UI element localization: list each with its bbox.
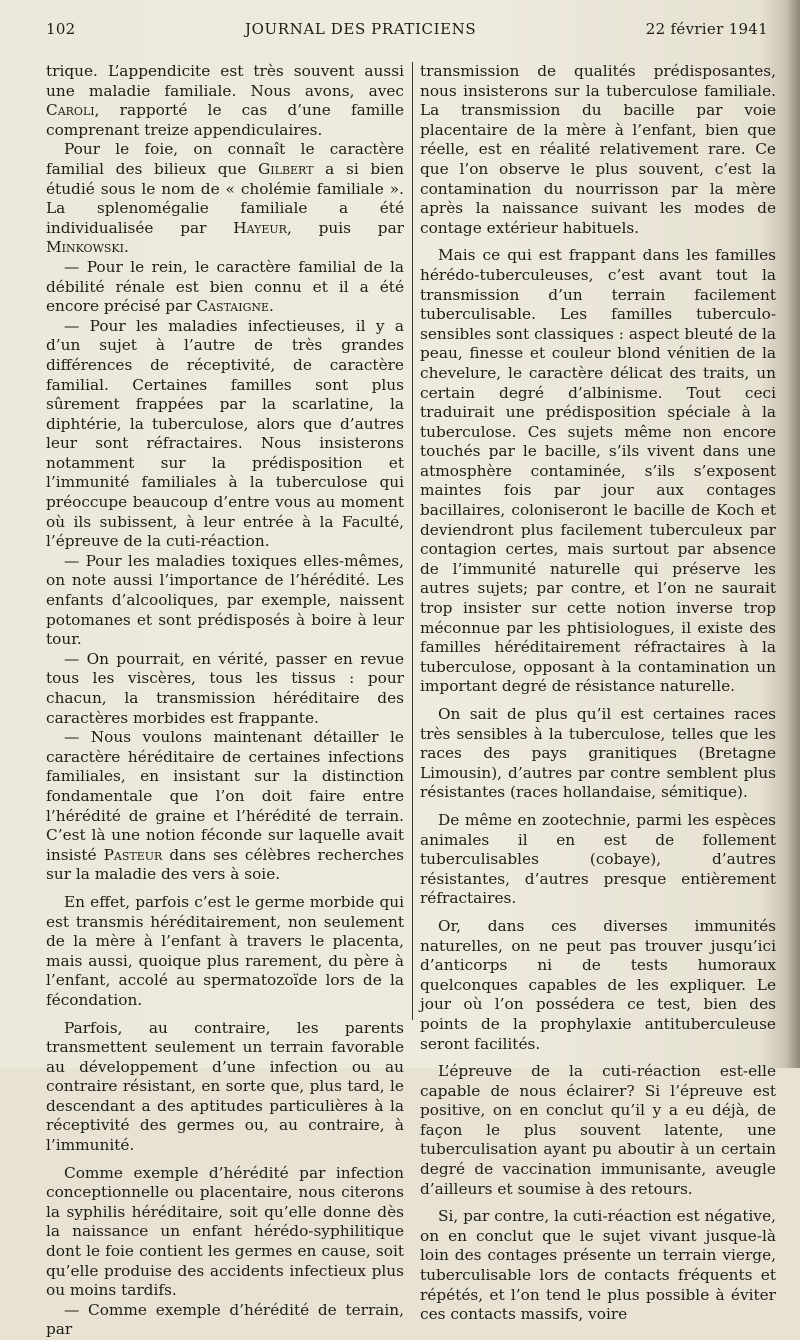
paragraph-text: trique. L’appendicite est très souvent aussi une maladie familiale. Nous avons, avec [46,62,404,100]
page-number: 102 [46,20,76,38]
paragraph [46,893,404,1011]
paragraph [420,811,776,909]
author-name: Gilbert [258,159,314,178]
paragraph-text: Parfois, au contraire, les parents transmettent seulement un terrain favorable au développement d’une infection ou au contraire résistant, en sorte que, plus tard, le descendant a des aptitudes particulières à la réceptivité des germes ou, au contraire, à l’immunité. [46,1018,404,1155]
paragraph-text: — Comme exemple d’hérédité de terrain, par [46,1300,404,1339]
paragraph-text: a si bien étudié sous le nom de « cholémie familiale ». La splenomégalie familiale a été individualisée par [46,159,404,237]
paragraph-text: L’épreuve de la cuti-réaction est-elle capable de nous éclairer? Si l’épreuve est positive, on en conclut qu’il y a eu déjà, de façon le plus souvent latente, une tuberculisation ayant pu aboutir à un certain degré de vaccination immunisante, aveugle d’ailleurs et soumise à des retours. [420,1062,776,1198]
paragraph [420,705,776,803]
paragraph-text: En effet, parfois c’est le germe morbide qui est transmis héréditairement, non seulement de la mère à l’enfant à travers le placenta, mais aussi, quoique plus rarement, du père à l’enfant, accolé au spermatozoïde lors de la fécondation. [46,892,404,1009]
paragraph-text: , puis par [286,218,404,237]
paragraph-text: — Pour le rein, le caractère familial de la débilité rénale est bien connu et il a été encore précisé par [46,257,404,316]
page-edge-shadow [786,0,800,1068]
paragraph [46,140,404,258]
paragraph-text: , rapporté le cas d’une famille comprenant treize appendiculaires. [46,101,404,139]
paragraph-text: Comme exemple d’hérédité par infection conceptionnelle ou placentaire, nous citerons la syphilis héréditaire, soit qu’elle donne dès la naissance un enfant hérédo-syphilitique dont le foie contient les germes en cause, soit qu’elle produise des accidents infectieux plus ou moins tardifs. [46,1163,404,1300]
page-header [46,20,768,38]
paragraph-text: On sait de plus qu’il est certaines races très sensibles à la tuberculose, telles que les races des pays granitiques (Bretagne Limousin), d’autres par contre semblent plus résistantes (races hollandaise, sémitique). [420,705,776,802]
paragraph [46,1301,404,1340]
paragraph-text: — Pour les maladies infectieuses, il y a d’un sujet à l’autre de très grandes différences de réceptivité, de caractère familial. Certaines familles sont plus sûrement frappées par la scarlatine, la diphtérie, la tuberculose, alors que d’autres leur sont réfractaires. Nous insisterons notamment sur la prédisposition et l’immunité familiales à la tuberculose qui préoccupe beaucoup d’entre vous au moment où ils subissent, à leur entrée à la Faculté, l’épreuve de la cuti-réaction. [46,316,404,551]
paragraph-text: . [123,238,129,257]
author-name: Castaigne [196,297,270,316]
paragraph [420,1207,776,1325]
paragraph-text: — Pour les maladies toxiques elles-mêmes, on note aussi l’importance de l’hérédité. Les enfants d’alcooliques, par exemple, naissent potomanes et sont prédisposés à boire à leur tour. [46,551,404,649]
journal-title: JOURNAL DES PRATICIENS [245,20,477,38]
paragraph-text: dans ses célèbres recherches sur la maladie des vers à soie. [46,845,404,884]
left-column [46,62,404,1340]
paragraph-text: Mais ce qui est frappant dans les familles hérédo-tuberculeuses, c’est avant tout la transmission d’un terrain facilement tuberculisable. Les familles tuberculo-sensibles sont classiques : aspect bleuté de la peau, finesse et couleur blond vénitien de la chevelure, le caractère délicat des traits, un certain degré d’albinisme. Tout ceci traduirait une prédisposition spéciale à la tuberculose. Ces sujets même non encore touchés par le bacille, s’ils vivent dans une atmosphère contaminée, s’ils s’exposent maintes fois par jour aux contages bacillaires, coloniseront le bacille de Koch et deviendront plus facilement tuberculeux par contagion certes, mais surtout par absence de l’immunité naturelle qui préserve les autres sujets; par contre, et l’on ne saurait trop insister sur cette notion inverse trop méconnue par les phtisiologues, il existe des familles héréditairement réfractaires à la tuberculose, opposant à la contamination un important degré de résistance naturelle. [420,246,776,696]
author-name: Pasteur [103,845,163,864]
paragraph [46,1164,404,1301]
paragraph [46,62,404,140]
paragraph [420,62,776,238]
author-name: Hayeur [233,218,287,237]
paragraph-text: — On pourrait, en vérité, passer en revue tous les viscères, tous les tissus : pour chacun, la transmission héréditaire des caractères morbides est frappante. [46,649,404,727]
paragraph [46,552,404,650]
issue-date: 22 février 1941 [645,20,768,38]
column-divider [412,62,413,1020]
paragraph-text: Si, par contre, la cuti-réaction est négative, on en conclut que le sujet vivant jusque-là loin des contages présente un terrain vierge, tuberculisable lors de contacts fréquents et répétés, et l’on tend le plus possible à éviter ces contacts massifs, voire [420,1207,776,1324]
paragraph [420,246,776,697]
paragraph [46,1019,404,1156]
right-column [420,62,776,1325]
paragraph-text: — Nous voulons maintenant détailler le caractère héréditaire de certaines infections familiales, en insistant sur la distinction fondamentale que l’on doit faire entre l’hérédité de graine et l’hérédité de terrain. C’est là une notion féconde sur laquelle avait insisté [46,728,404,864]
author-name: Caroli [46,101,95,120]
paragraph-text: Or, dans ces diverses immunités naturelles, on ne peut pas trouver jusqu’ici d’anticorps ni de tests humoraux quelconques capables de les expliquer. Le jour où l’on possédera ce test, bien des points de la prophylaxie antituberculeuse seront facilités. [420,916,776,1053]
paragraph [46,728,404,885]
paragraph-text: De même en zootechnie, parmi les espèces animales il en est de follement tuberculisables (cobaye), d’autres résistantes, d’autres presque entièrement réfractaires. [420,810,776,908]
paragraph [420,917,776,1054]
author-name: Minkowski [46,238,124,257]
paragraph [46,317,404,552]
paragraph [46,650,404,728]
paragraph-text: transmission de qualités prédisposantes, nous insisterons sur la tuberculose familiale. La transmission du bacille par voie placentaire de la mère à l’enfant, bien que réelle, est en réalité relativement rare. Ce que l’on observe le plus souvent, c’est la contamination du nourrisson par la mère après la naissance suivant les modes de contage extérieur habituels. [420,62,776,237]
paragraph [420,1062,776,1199]
paragraph-text: Pour le foie, on connaît le caractère familial des bilieux que [46,140,404,178]
paragraph-text: . [269,297,274,316]
paragraph [46,258,404,317]
